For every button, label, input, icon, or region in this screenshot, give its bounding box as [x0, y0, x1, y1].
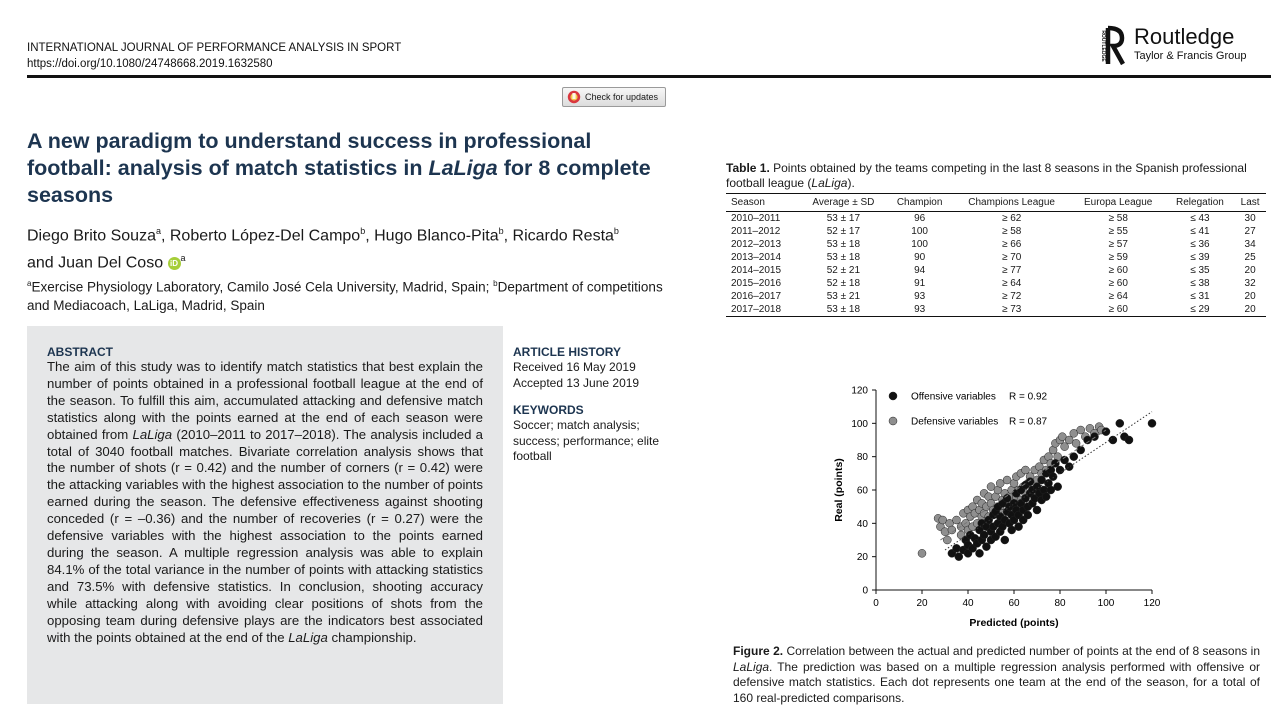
offensive-data-point — [1051, 459, 1059, 467]
offensive-data-point — [1033, 506, 1041, 514]
table-cell: 2017–2018 — [726, 303, 800, 317]
journal-header — [27, 40, 401, 72]
figure-caption: Figure 2. Correlation between the actual and predicted number of points at the end of 8 seasons in LaLiga. The prediction was based on a multiple regression analysis performed with offensive or defensive match statistics. Each dot represents one team at the end of the season, for a total of 160 real-predicted comparisons. — [733, 644, 1260, 705]
table-cell: 93 — [914, 291, 926, 302]
table-cell: 2015–2016 — [731, 278, 782, 289]
defensive-data-point — [941, 528, 949, 536]
article-history — [513, 359, 639, 391]
defensive-data-point — [1072, 439, 1080, 447]
offensive-data-point — [1054, 483, 1062, 491]
table-cell: ≤ 31 — [1190, 291, 1210, 302]
table-cell: ≤ 38 — [1190, 278, 1210, 289]
legend-label: Defensive variables — [911, 416, 999, 428]
table-cell: ≥ 58 — [1001, 226, 1022, 237]
table-cell: ≥ 60 — [1071, 303, 1166, 317]
table-cell: ≥ 57 — [1108, 239, 1128, 250]
keywords-text: Soccer; match analysis; success; performance; elite football — [513, 418, 660, 463]
offensive-data-point — [955, 553, 963, 561]
y-tick-label: 0 — [862, 585, 868, 597]
accepted-date: Accepted 13 June 2019 — [513, 376, 640, 390]
table-cell: 20 — [1244, 265, 1256, 276]
offensive-data-point — [1116, 419, 1124, 427]
offensive-data-point — [1102, 428, 1110, 436]
table-cell: ≥ 59 — [1108, 252, 1128, 263]
column-header: Season — [726, 194, 800, 212]
check-for-updates-button[interactable] — [562, 87, 666, 107]
article-history-heading: ARTICLE HISTORY — [513, 345, 622, 359]
table-cell: ≥ 66 — [1001, 239, 1022, 250]
y-tick-label: 40 — [856, 518, 868, 530]
table-cell: 2010–2011 — [731, 213, 781, 224]
table-cell: ≥ 58 — [1108, 213, 1128, 224]
routledge-logo-icon — [1096, 24, 1126, 68]
offensive-data-point — [1091, 433, 1099, 441]
offensive-data-point — [982, 543, 990, 551]
table-cell: 20 — [1234, 303, 1266, 317]
table-cell: 34 — [1244, 239, 1256, 250]
table-cell: ≤ 41 — [1190, 226, 1210, 237]
y-tick-label: 80 — [856, 452, 868, 464]
x-tick-label: 20 — [916, 598, 928, 609]
table-cell: 96 — [914, 213, 926, 224]
table-cell: 2016–2017 — [731, 291, 782, 302]
column-header: Champion — [887, 194, 953, 212]
table-cell: 100 — [911, 226, 928, 237]
defensive-data-point — [943, 536, 951, 544]
table-cell: 20 — [1244, 291, 1256, 302]
table-cell: ≥ 64 — [1001, 278, 1022, 289]
offensive-data-point — [1001, 536, 1009, 544]
article-title: A new paradigm to understand success in professional football: analysis of match statistics in LaLiga for 8 complete seasons — [27, 129, 651, 207]
table-cell: 52 ± 18 — [826, 278, 861, 289]
table-cell: ≥ 70 — [1001, 252, 1022, 263]
publisher-group: Taylor & Francis Group — [1134, 50, 1247, 62]
table-cell: 53 ± 18 — [826, 252, 861, 263]
offensive-data-point — [1070, 453, 1078, 461]
author-name[interactable]: Hugo Blanco-Pita — [374, 227, 499, 245]
table-cell: 93 — [887, 303, 953, 317]
keywords-heading: KEYWORDS — [513, 403, 584, 417]
correlation-scatter-chart — [826, 380, 1166, 632]
legend-marker — [889, 417, 897, 425]
abstract-text: The aim of this study was to identify match statistics that best explain the number of points obtained in a professional football league at the end of the season. To fulfill this aim, accumulated attacking and defensive match statistics along with the points earned at the end of each season were obtained from LaLiga (2010–2011 to 2017–2018). The analysis included a total of 3040 football matches. Bivariate correlation analysis shows that the number of shots (r = 0.42) and the number of corners (r = 0.42) were the attacking variables with the highest association to the number of points earned during the season. The defensive effectiveness against shooting conceded (r = –0.36) and the number of recoveries (r = 0.27) were the defensive variables with the highest association to the points earned during the season. A multiple regression analysis was able to explain 84.1% of the total variance in the number of points with attacking statistics and 73.5% with defensive statistics. In conclusion, shooting accuracy while attacking along with avoiding clear positions of shots from the opposing team during defensive plays are the indicators best associated with the points obtained at the end of the LaLiga championship. — [47, 359, 483, 645]
table-cell: 53 ± 18 — [800, 303, 887, 317]
table-cell: 25 — [1244, 252, 1256, 263]
defensive-data-point — [953, 516, 961, 524]
table-cell: 91 — [914, 278, 926, 289]
y-tick-label: 100 — [851, 418, 868, 430]
x-tick-label: 60 — [1008, 598, 1020, 609]
offensive-data-point — [1065, 463, 1073, 471]
column-header: Relegation — [1166, 194, 1235, 212]
table-caption: Table 1. Points obtained by the teams competing in the last 8 seasons in the Spanish professional football league (LaLiga). — [726, 161, 1247, 190]
table-cell: ≥ 60 — [1108, 265, 1128, 276]
abstract-heading: ABSTRACT — [47, 345, 113, 359]
check-updates-icon — [567, 90, 581, 104]
column-header: Average ± SD — [800, 194, 887, 212]
x-tick-label: 0 — [873, 598, 879, 609]
author-name[interactable]: Roberto López-Del Campo — [169, 227, 361, 245]
table-row — [726, 225, 1266, 238]
x-tick-label: 40 — [962, 598, 974, 609]
check-updates-label: Check for updates — [585, 92, 659, 102]
table-row — [726, 212, 1266, 226]
author-list: Diego Brito Souza$^a$, Roberto López-Del Campo$^b$, Hugo Blanco-Pita$^b$, Ricardo Resta$^b$ and Juan Del Coso $iD^a$ — [27, 226, 619, 272]
journal-name: INTERNATIONAL JOURNAL OF PERFORMANCE ANALYSIS IN SPORT — [27, 42, 402, 54]
offensive-data-point — [1125, 436, 1133, 444]
table-cell: ≥ 72 — [1001, 291, 1022, 302]
table-cell: ≥ 73 — [953, 303, 1071, 317]
table-cell: 2011–2012 — [731, 226, 781, 237]
table-cell: 52 ± 17 — [826, 226, 861, 237]
table-cell: 27 — [1244, 226, 1256, 237]
x-tick-label: 100 — [1097, 598, 1115, 609]
column-header: Last — [1234, 194, 1266, 212]
offensive-data-point — [976, 549, 984, 557]
table-cell: 53 ± 17 — [826, 213, 861, 224]
publisher-mark-text: ROUTLEDGE — [1100, 30, 1106, 62]
defensive-data-point — [918, 549, 926, 557]
publisher-name: Routledge — [1134, 24, 1235, 49]
column-header: Europa League — [1071, 194, 1166, 212]
table-cell: 2014–2015 — [731, 265, 782, 276]
table-cell: 90 — [914, 252, 926, 263]
table-cell: 100 — [911, 239, 928, 250]
legend-r-value: R = 0.92 — [1009, 391, 1048, 403]
offensive-data-point — [1056, 466, 1064, 474]
table-cell: ≤ 35 — [1190, 265, 1210, 276]
points-table — [726, 193, 1266, 317]
affiliations: $^a$Exercise Physiology Laboratory, Camilo José Cela University, Madrid, Spain; $^b$Department of competitions and Mediacoach, LaLiga, Madrid, Spain — [27, 279, 663, 313]
x-tick-label: 120 — [1143, 598, 1161, 609]
table-cell: ≤ 43 — [1190, 213, 1210, 224]
table-cell: 2012–2013 — [731, 239, 782, 250]
author-name[interactable]: Ricardo Resta — [512, 227, 614, 245]
table-header-row — [726, 194, 1266, 212]
column-header: Champions League — [953, 194, 1071, 212]
y-axis-label: Real (points) — [833, 458, 845, 522]
orcid-icon[interactable]: iD — [168, 257, 181, 270]
legend-label: Offensive variables — [911, 391, 996, 403]
publisher-brand — [1134, 26, 1246, 62]
table-cell: ≥ 55 — [1108, 226, 1128, 237]
offensive-data-point — [1148, 419, 1156, 427]
table-cell: 53 ± 18 — [826, 239, 861, 250]
table-row — [726, 251, 1266, 264]
table-row — [726, 264, 1266, 277]
table-cell: 2013–2014 — [731, 252, 782, 263]
table-cell: ≥ 64 — [1108, 291, 1128, 302]
offensive-data-point — [1024, 511, 1032, 519]
table-cell: ≤ 36 — [1190, 239, 1210, 250]
legend-marker — [889, 392, 897, 400]
offensive-data-point — [1015, 523, 1023, 531]
y-tick-label: 20 — [856, 552, 868, 564]
table-row — [726, 238, 1266, 251]
table-row — [726, 277, 1266, 290]
table-cell: ≤ 39 — [1190, 252, 1210, 263]
x-tick-label: 80 — [1054, 598, 1066, 609]
table-cell: 94 — [914, 265, 926, 276]
table-cell: 53 ± 21 — [826, 291, 861, 302]
table-cell: ≥ 62 — [1001, 213, 1022, 224]
doi-link[interactable]: https://doi.org/10.1080/24748668.2019.1632580 — [27, 58, 273, 70]
defensive-data-point — [1077, 426, 1085, 434]
table-row — [726, 303, 1266, 317]
defensive-data-point — [1061, 443, 1069, 451]
table-cell: 32 — [1244, 278, 1256, 289]
table-cell: 52 ± 21 — [826, 265, 861, 276]
offensive-data-point — [1042, 493, 1050, 501]
offensive-data-point — [953, 544, 961, 552]
author-name[interactable]: Juan Del Coso — [58, 254, 164, 272]
legend-r-value: R = 0.87 — [1009, 416, 1048, 428]
table-cell: 30 — [1244, 213, 1256, 224]
y-tick-label: 60 — [856, 485, 868, 497]
received-date: Received 16 May 2019 — [513, 360, 636, 374]
y-tick-label: 120 — [851, 385, 868, 397]
header-rule — [27, 75, 1271, 78]
author-name[interactable]: Diego Brito Souza — [27, 227, 156, 245]
table-cell: ≥ 60 — [1108, 278, 1128, 289]
x-axis-label: Predicted (points) — [969, 617, 1059, 629]
offensive-data-point — [1109, 436, 1117, 444]
table-row — [726, 290, 1266, 303]
table-cell: ≤ 29 — [1166, 303, 1235, 317]
table-cell: ≥ 77 — [1001, 265, 1022, 276]
offensive-data-point — [1026, 478, 1034, 486]
defensive-data-point — [1022, 466, 1030, 474]
